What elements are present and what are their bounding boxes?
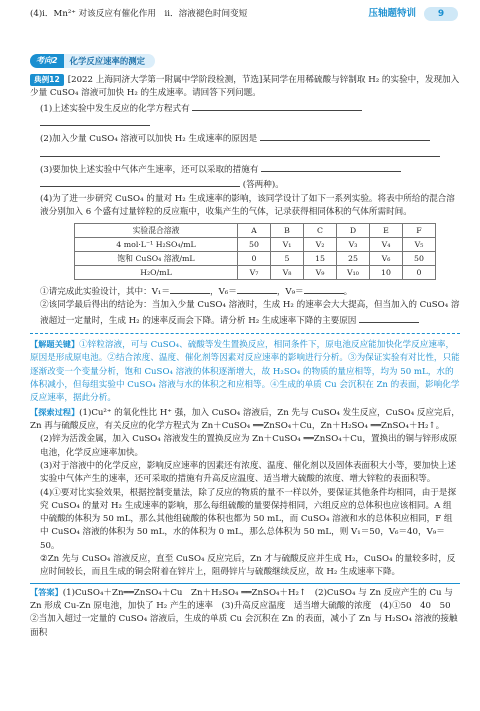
solution-step: ②Zn 先与 CuSO₄ 溶液反应，直至 CuSO₄ 反应完后，Zn 才与硫酸反应并生成 H₂，CuSO₄ 的量较多时，反应时间较长，而且生成的铜会附着在锌片上，阻碍锌片与硫酸继续反应，故 H₂ 生成速率下降。 (40, 554, 456, 578)
answer-text: (1)CuSO₄＋Zn══ZnSO₄＋Cu Zn＋H₂SO₄ ══ZnSO₄＋H₂↑ (2)CuSO₄ 与 Zn 反应产生的 Cu 与 Zn 形成 Cu-Zn 原电池，加快了 H₂ 产生的速率 (3)升高反应温度 适当增大硫酸的浓度 (4)①50 40 50 ②当加入超过一定量的 CuSO₄ 溶液后，生成的单质 Cu 会沉积在 Zn 的表面，减小了 Zn 与 H₂SO₄ 溶液的接触面积 (30, 587, 460, 638)
header-brand: 压轴题特训 (368, 8, 416, 19)
answer-blank[interactable] (40, 116, 150, 126)
divider (30, 333, 460, 334)
experiment-table (74, 223, 436, 280)
answer-blank[interactable] (170, 284, 210, 294)
table-row (75, 266, 436, 280)
table-cell: V₅ (403, 238, 436, 252)
answer-blank[interactable] (40, 147, 440, 157)
question-4-1-text: ，V₆＝ (209, 287, 237, 298)
content-body (30, 74, 460, 640)
solution-step: (3)对于溶液中的化学反应，影响反应速率的因素还有浓度、温度、催化剂以及固体表面积大小等，要加快上述实验中气体产生的速率，还可采取的措施有升高反应温度、适当增大硫酸的浓度、增大锌粒的表面积等。 (40, 460, 457, 485)
table-cell: 50 (238, 238, 271, 252)
question-4-2-text: ②该同学最后得出的结论为：当加入少量 CuSO₄ 溶液时，生成 H₂ 的速率会大大提高，但当加入的 CuSO₄ 溶液超过一定量时，生成 H₂ 的速率反而会下降。请分析 H₂ 生成速率下降的主要原因 (40, 300, 460, 326)
answer-blank[interactable] (261, 162, 401, 172)
table-cell: 5 (271, 252, 304, 266)
question-4-1-text: ①请完成此实验设计，其中：V₁＝ (40, 287, 170, 298)
table-cell: D (337, 224, 370, 238)
question-2 (30, 131, 460, 162)
table-cell: V₈ (271, 266, 304, 280)
table-cell: C (304, 224, 337, 238)
table-row (75, 238, 436, 252)
table-cell: 饱和 CuSO₄ 溶液/mL (75, 252, 238, 266)
solution-step: (1)Cu²⁺ 的氧化性比 H⁺ 强，加入 CuSO₄ 溶液后，Zn 先与 CuSO₄ 发生反应，CuSO₄ 反应完后，Zn 再与硫酸反应，有关反应的化学方程式为 Zn＋CuSO₄ ══ZnSO₄＋Cu，Zn＋H₂SO₄ ══ZnSO₄＋H₂↑。 (30, 407, 460, 431)
table-cell: E (370, 224, 403, 238)
answer-label: 【答案】 (30, 586, 63, 597)
question-3-text: (3)要加快上述实验中气体产生速率，还可以采取的措施有 (40, 164, 259, 175)
table-cell: A (238, 224, 271, 238)
table-cell: V₄ (370, 238, 403, 252)
table-cell: 50 (403, 252, 436, 266)
page-number-badge: 9 (424, 7, 458, 21)
table-row (75, 252, 436, 266)
answer-block (30, 583, 460, 640)
question-3-suffix: (答两种)。 (242, 180, 284, 191)
solution-process-label: 【探索过程】 (30, 406, 80, 417)
table-cell: V₁ (271, 238, 304, 252)
section-title: 化学反应速率的测定 (64, 54, 155, 68)
table-cell: 25 (337, 252, 370, 266)
table-cell: H₂O/mL (75, 266, 238, 280)
table-cell: B (271, 224, 304, 238)
question-4: (4)为了进一步研究 CuSO₄ 的量对 H₂ 生成速率的影响，该同学设计了如下一系列实验。将表中所给的混合溶液分别加入 6 个盛有过量锌粒的反应瓶中，收集产生的气体，记录获得相同体积的气体所需时间。 (40, 193, 455, 217)
solution-step: (4)①要对比实验效果，根据控制变量法，除了反应的物质的量不一样以外，要保证其他条件均相同，由于是探究 CuSO₄ 的量对 H₂ 生成速率的影响，那么每组硫酸的量要保持相同，六组反应的总体积也应该相同。A 组中硫酸的体积为 50 mL，那么其他组硫酸的体积也都为 50 mL，而 CuSO₄ 溶液和水的总体积应相同，F 组中 CuSO₄ 溶液的体积为 50 mL，水的体积为 0 mL，那么总体积为 50 mL，则 V₁＝50，V₆＝40，V₉＝50。 (40, 487, 457, 551)
question-1-text: (1)上述实验中发生反应的化学方程式有 (40, 103, 190, 114)
section-badge: 考向2 (30, 54, 64, 68)
solution-key-label: 【解题关键】 (30, 339, 80, 350)
question-3 (30, 162, 460, 193)
table-cell: V₂ (304, 238, 337, 252)
answer-blank[interactable] (304, 284, 344, 294)
solution-key (30, 338, 460, 406)
section-heading (30, 53, 155, 68)
question-1 (30, 101, 460, 132)
example-stem-text: [2022 上海同济大学第一附属中学阶段检测，节选]某同学在用稀硫酸与锌制取 H₂ 的实验中，发现加入少量 CuSO₄ 溶液可加快 H₂ 的生成速率。请回答下列问题。 (30, 75, 460, 99)
answer-blank[interactable] (192, 101, 362, 111)
question-4-1-text: ，V₉＝ (276, 287, 304, 298)
table-cell: V₆ (370, 252, 403, 266)
table-cell: V₉ (304, 266, 337, 280)
answer-blank[interactable] (260, 131, 430, 141)
table-cell: V₁₀ (337, 266, 370, 280)
question-2-text: (2)加入少量 CuSO₄ 溶液可以加快 H₂ 生成速率的原因是 (40, 134, 258, 145)
table-cell: 0 (238, 252, 271, 266)
table-cell: 10 (370, 266, 403, 280)
table-cell: V₇ (238, 266, 271, 280)
example-stem (30, 74, 460, 101)
table-cell: 实验混合溶液 (75, 224, 238, 238)
solution-process (30, 406, 460, 434)
question-4-2 (30, 299, 460, 328)
solution-key-text: ①锌粒溶液，可与 CuSO₄、硫酸等发生置换反应，相同条件下，原电池反应能加快化学反应速率，原因是形成原电池。②结合浓度、温度、催化剂等因素对反应速率的影响进行分析。③为保证实验有对比性，只能逐渐改变一个变量分析，饱和 CuSO₄ 溶液的体积逐渐增大，故 H₂SO₄ 的物质的量应相等，均为 50 mL，水的体积减小，但每组实验中 CuSO₄ 溶液与水的体积之和应相等。④生成的单质 Cu 会沉积在 Zn 的表面，影响化学反应速率，据此分析。 (30, 340, 460, 404)
table-cell: F (403, 224, 436, 238)
page-header (0, 8, 480, 30)
example-tag: 典例12 (30, 74, 64, 86)
answer-blank[interactable] (237, 284, 277, 294)
question-4-1: ①请完成此实验设计，其中：V₁＝ ，V₆＝ ，V₉＝ 。 (30, 284, 460, 299)
table-cell: 4 mol·L⁻¹ H₂SO₄/mL (75, 238, 238, 252)
answer-blank[interactable] (40, 177, 240, 187)
table-header-row (75, 224, 436, 238)
table-cell: 0 (403, 266, 436, 280)
answer-blank[interactable] (359, 313, 419, 323)
table-cell: V₃ (337, 238, 370, 252)
solution-step: (2)锌为活泼金属，加入 CuSO₄ 溶液发生的置换反应为 Zn＋CuSO₄ ══ZnSO₄＋Cu，置换出的铜与锌形成原电池，化学反应速率加快。 (40, 434, 457, 458)
table-cell: 15 (304, 252, 337, 266)
header-top-line: (4)ⅰ．Mn²⁺ 对该反应有催化作用 ⅱ．溶液褪色时间变短 (30, 9, 248, 19)
